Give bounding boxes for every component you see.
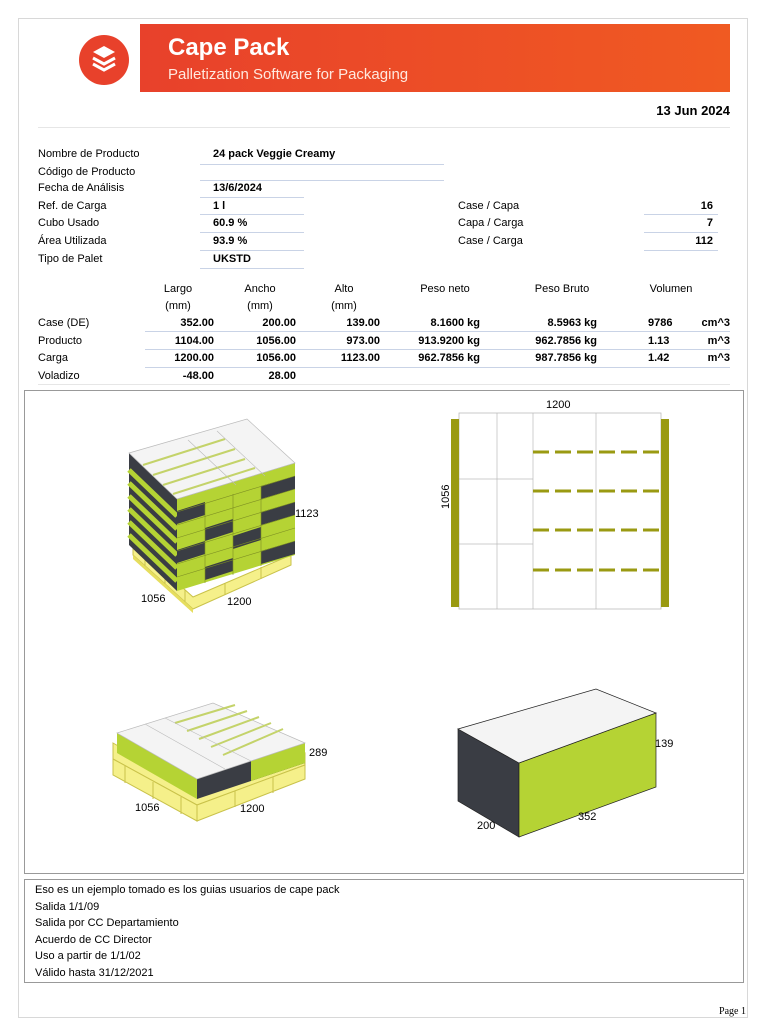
cell-ancho: 200.00: [262, 317, 296, 329]
underline: [200, 250, 304, 251]
row-divider: [38, 384, 730, 385]
info-label: Código de Producto: [38, 166, 136, 178]
row-divider: [145, 331, 730, 332]
app-title: Cape Pack: [168, 34, 290, 61]
load-height-label: 1123: [295, 508, 319, 520]
col-header: Alto: [334, 283, 354, 295]
col-header-unit: (mm): [331, 300, 357, 312]
cell-bruto: 8.5963 kg: [547, 317, 597, 329]
info-value: 16: [700, 200, 713, 212]
case-width-label: 200: [477, 820, 496, 832]
load-width-label: 1200: [227, 596, 252, 608]
cape-pack-logo-icon: [40, 24, 140, 92]
underline: [644, 214, 718, 215]
load-depth-label: 1056: [141, 593, 166, 605]
cell-largo: 352.00: [180, 317, 214, 329]
underline: [200, 164, 444, 165]
row-divider: [145, 367, 730, 368]
notes-box: [24, 879, 744, 983]
cell-bruto: 962.7856 kg: [535, 335, 597, 347]
cell-vol: 1.13: [648, 335, 670, 347]
cell-unit: m^3: [707, 352, 730, 364]
top-depth-label: 1056: [440, 484, 452, 509]
divider: [38, 127, 730, 128]
layer-3d-view: [113, 703, 327, 821]
cell-ancho: 28.00: [268, 370, 296, 382]
case-height-label: 139: [655, 738, 674, 750]
cell-neto: 962.7856 kg: [418, 352, 480, 364]
cell-alto: 1123.00: [340, 352, 380, 364]
info-label: Case / Capa: [458, 200, 520, 212]
row-label: Carga: [38, 352, 68, 364]
col-header: Volumen: [649, 283, 693, 295]
cell-largo: 1104.00: [174, 335, 214, 347]
info-value: 1 l: [213, 200, 226, 212]
info-label: Case / Carga: [458, 235, 523, 247]
page-number: Page 1: [719, 1006, 746, 1017]
info-value: 60.9 %: [213, 217, 248, 229]
row-divider: [145, 349, 730, 350]
info-value: 112: [695, 235, 713, 247]
info-label: Ref. de Carga: [38, 200, 107, 212]
top-width-label: 1200: [546, 399, 571, 411]
info-label: Cubo Usado: [38, 217, 100, 229]
logo: [40, 24, 140, 92]
layer-width-label: 1200: [240, 803, 265, 815]
underline: [200, 197, 304, 198]
app-subtitle: Palletization Software for Packaging: [168, 66, 409, 83]
info-label: Capa / Carga: [458, 217, 524, 229]
top-view: [440, 399, 669, 609]
info-value: 24 pack Veggie Creamy: [213, 148, 336, 160]
note-line: Eso es un ejemplo tomado es los guias usuarios de cape pack: [35, 884, 340, 896]
note-line: Uso a partir de 1/1/02: [35, 950, 141, 963]
cell-largo: -48.00: [182, 370, 214, 382]
underline: [200, 232, 304, 233]
load-3d-view: [129, 419, 319, 613]
col-header: Peso Bruto: [534, 283, 590, 295]
info-value: 93.9 %: [213, 235, 248, 247]
info-label: Nombre de Producto: [38, 148, 140, 160]
layer-height-label: 289: [309, 747, 328, 759]
info-value: 13/6/2024: [213, 182, 262, 194]
cell-alto: 973.00: [346, 335, 380, 347]
views-panel: [24, 390, 744, 874]
info-label: Área Utilizada: [38, 235, 107, 247]
underline: [200, 180, 444, 181]
layer-depth-label: 1056: [135, 802, 160, 814]
cell-vol: 9786: [648, 317, 673, 329]
col-header-unit: (mm): [165, 300, 191, 312]
row-label: Producto: [38, 335, 83, 347]
cell-ancho: 1056.00: [256, 352, 296, 364]
underline: [200, 268, 304, 269]
cell-largo: 1200.00: [174, 352, 214, 364]
col-header: Largo: [163, 283, 193, 295]
underline: [644, 250, 718, 251]
report-date: 13 Jun 2024: [656, 103, 730, 118]
underline: [644, 232, 718, 233]
cell-alto: 139.00: [346, 317, 380, 329]
info-value: UKSTD: [213, 253, 251, 265]
cell-neto: 8.1600 kg: [430, 317, 480, 329]
cell-bruto: 987.7856 kg: [535, 352, 597, 364]
note-line: Válido hasta 31/12/2021: [35, 966, 154, 979]
info-value: 7: [706, 217, 713, 229]
case-3d-view: [458, 689, 673, 837]
col-header: Ancho: [244, 283, 276, 295]
header-banner: [140, 24, 730, 92]
col-header-unit: (mm): [247, 300, 273, 312]
underline: [200, 214, 304, 215]
note-line: Acuerdo de CC Director: [35, 933, 152, 946]
info-label: Fecha de Análisis: [38, 182, 125, 194]
info-label: Tipo de Palet: [38, 253, 103, 265]
cell-vol: 1.42: [648, 352, 670, 364]
cell-ancho: 1056.00: [256, 335, 296, 347]
note-line: Salida por CC Departamiento: [35, 917, 179, 930]
case-length-label: 352: [578, 811, 597, 823]
row-label: Case (DE): [38, 317, 90, 329]
pallet-views-svg: [25, 391, 745, 875]
cell-unit: cm^3: [701, 317, 730, 329]
row-label: Voladizo: [38, 370, 80, 382]
col-header: Peso neto: [420, 283, 470, 295]
cell-unit: m^3: [707, 335, 730, 347]
note-line: Salida 1/1/09: [35, 900, 100, 913]
cell-neto: 913.9200 kg: [418, 335, 480, 347]
